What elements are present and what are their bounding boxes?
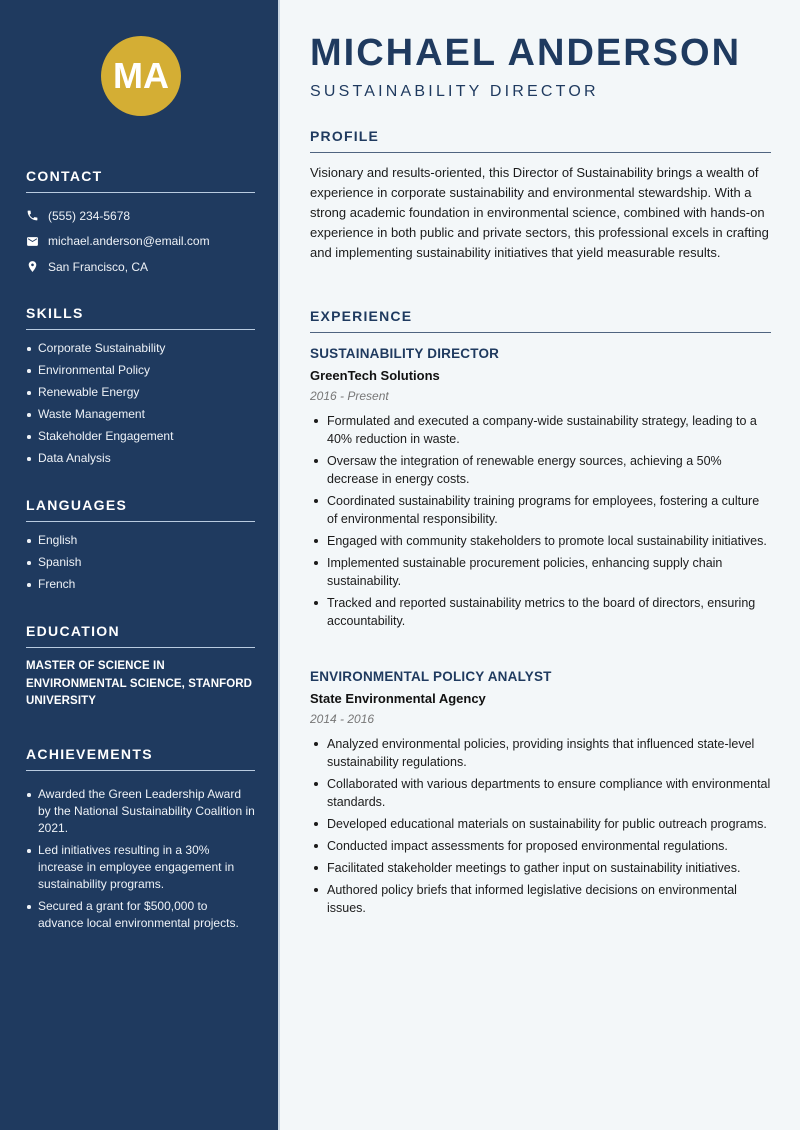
job-bullet: Facilitated stakeholder meetings to gather input on sustainability initiatives. bbox=[310, 859, 771, 877]
contact-heading: CONTACT bbox=[26, 168, 255, 193]
job-bullet: Engaged with community stakeholders to promote local sustainability initiatives. bbox=[310, 532, 771, 550]
skill-item: Renewable Energy bbox=[26, 384, 255, 401]
skill-item: Corporate Sustainability bbox=[26, 340, 255, 357]
job-title: ENVIRONMENTAL POLICY ANALYST bbox=[310, 669, 552, 684]
job-bullet: Conducted impact assessments for proposed environmental regulations. bbox=[310, 837, 771, 855]
skill-item: Stakeholder Engagement bbox=[26, 428, 255, 445]
contact-location bbox=[26, 254, 255, 280]
job-bullet: Collaborated with various departments to ensure compliance with environmental standards. bbox=[310, 775, 771, 811]
skills-section bbox=[26, 305, 255, 472]
profile-heading: PROFILE bbox=[310, 128, 771, 153]
job-title: SUSTAINABILITY DIRECTOR bbox=[310, 346, 500, 361]
job-company: State Environmental Agency bbox=[310, 691, 486, 706]
language-item: Spanish bbox=[26, 554, 255, 571]
avatar-initials: MA bbox=[101, 36, 181, 116]
job-dates: 2016 - Present bbox=[310, 389, 389, 403]
job-bullet: Implemented sustainable procurement policies, enhancing supply chain sustainability. bbox=[310, 554, 771, 590]
languages-list bbox=[26, 532, 255, 593]
phone-icon bbox=[26, 209, 48, 222]
job-dates: 2014 - 2016 bbox=[310, 712, 375, 726]
language-item: English bbox=[26, 532, 255, 549]
skill-item: Data Analysis bbox=[26, 450, 255, 467]
language-item: French bbox=[26, 576, 255, 593]
job-bullet: Analyzed environmental policies, providing insights that influenced state-level sustainability regulations. bbox=[310, 735, 771, 771]
education-degree: MASTER OF SCIENCE IN ENVIRONMENTAL SCIENCE, STANFORD UNIVERSITY bbox=[26, 660, 253, 707]
job-bullet: Coordinated sustainability training programs for employees, fostering a culture of environmental responsibility. bbox=[310, 492, 771, 528]
job-entry bbox=[310, 669, 771, 921]
job-company: GreenTech Solutions bbox=[310, 368, 440, 383]
profile-text: Visionary and results-oriented, this Director of Sustainability brings a wealth of experience in corporate sustainability and environmental stewardship. With a strong academic foundation in environmental science, combined with hands-on experience in both public and private sectors, this professional excels in crafting and implementing sustainability initiatives that yield measurable results. bbox=[310, 165, 769, 260]
achievement-item: Awarded the Green Leadership Award by the National Sustainability Coalition in 2021. bbox=[26, 786, 255, 837]
job-bullet: Developed educational materials on sustainability for public outreach programs. bbox=[310, 815, 771, 833]
achievements-section bbox=[26, 746, 255, 937]
skill-item: Environmental Policy bbox=[26, 362, 255, 379]
job-entry bbox=[310, 346, 771, 634]
education-heading: EDUCATION bbox=[26, 623, 255, 648]
sidebar bbox=[0, 0, 280, 1130]
experience-heading: EXPERIENCE bbox=[310, 308, 771, 333]
achievements-heading: ACHIEVEMENTS bbox=[26, 746, 255, 771]
contact-section bbox=[26, 168, 255, 280]
job-bullets bbox=[310, 735, 771, 917]
contact-email bbox=[26, 229, 255, 255]
job-bullet: Tracked and reported sustainability metrics to the board of directors, ensuring accountability. bbox=[310, 594, 771, 630]
candidate-name: MICHAEL ANDERSON bbox=[310, 32, 742, 74]
email-icon bbox=[26, 235, 48, 248]
achievement-item: Led initiatives resulting in a 30% increase in employee engagement in sustainability programs. bbox=[26, 842, 255, 893]
skills-heading: SKILLS bbox=[26, 305, 255, 330]
job-bullet: Authored policy briefs that informed legislative decisions on environmental issues. bbox=[310, 881, 771, 917]
achievements-list bbox=[26, 786, 255, 932]
achievement-item: Secured a grant for $500,000 to advance local environmental projects. bbox=[26, 898, 255, 932]
languages-section bbox=[26, 497, 255, 598]
candidate-title: SUSTAINABILITY DIRECTOR bbox=[310, 83, 599, 100]
education-section bbox=[26, 623, 255, 711]
email-text[interactable]: michael.anderson@email.com bbox=[48, 234, 210, 249]
location-text: San Francisco, CA bbox=[48, 259, 149, 274]
job-bullets bbox=[310, 412, 771, 630]
skills-list bbox=[26, 340, 255, 467]
location-pin-icon bbox=[26, 260, 48, 273]
contact-phone bbox=[26, 203, 255, 229]
languages-heading: LANGUAGES bbox=[26, 497, 255, 522]
job-bullet: Formulated and executed a company-wide sustainability strategy, leading to a 40% reduction in waste. bbox=[310, 412, 771, 448]
phone-text[interactable]: (555) 234-5678 bbox=[48, 208, 131, 223]
skill-item: Waste Management bbox=[26, 406, 255, 423]
job-bullet: Oversaw the integration of renewable energy sources, achieving a 50% decrease in energy costs. bbox=[310, 452, 771, 488]
